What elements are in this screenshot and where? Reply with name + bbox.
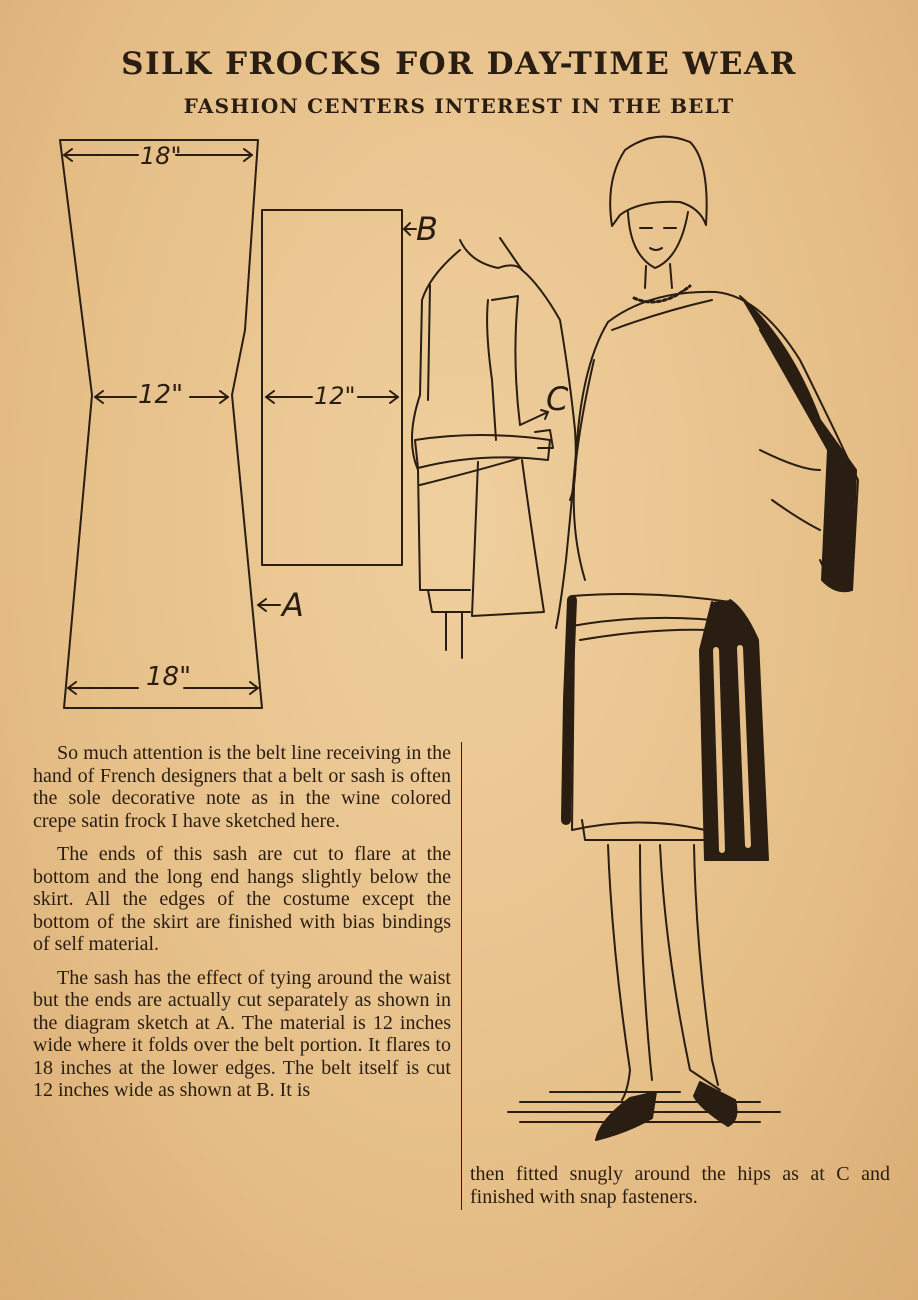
label-b: B bbox=[416, 210, 438, 248]
article-body bbox=[33, 742, 451, 1113]
article-paragraph-1: So much attention is the belt line receiving in the hand of French designers that a belt or sash is often the sole decorative note as in the wine colored crepe satin frock I have sketched here. bbox=[33, 742, 451, 832]
sash-bottom-width-label: 18" bbox=[146, 662, 192, 692]
dress-form-sketch bbox=[412, 238, 576, 658]
page-title: SILK FROCKS FOR DAY-TIME WEAR bbox=[121, 46, 797, 82]
page-subtitle: FASHION CENTERS INTEREST IN THE BELT bbox=[183, 94, 735, 118]
sash-top-width-label: 18" bbox=[140, 142, 182, 170]
label-c: C bbox=[546, 380, 569, 418]
article-continuation: then fitted snugly around the hips as at C and finished with snap fasteners. bbox=[470, 1163, 890, 1208]
label-a: A bbox=[282, 586, 304, 624]
sash-middle-width-label: 12" bbox=[138, 380, 184, 410]
fashion-figure-sketch bbox=[508, 137, 858, 1140]
belt-width-label: 12" bbox=[314, 382, 356, 410]
column-divider bbox=[461, 742, 462, 1210]
article-paragraph-2: The ends of this sash are cut to flare at the bottom and the long end hangs slightly below the skirt. All the edges of the costume except the bottom of the skirt are finished with bias bindings of self material. bbox=[33, 843, 451, 955]
sash-pattern-diagram bbox=[60, 140, 280, 708]
article-paragraph-3: The sash has the effect of tying around the waist but the ends are actually cut separately as shown in the diagram sketch at A. The material is 12 inches wide where it folds over the belt portion. It flares to 18 inches at the lower edges. The belt itself is cut 12 inches wide as shown at B. It is bbox=[33, 966, 451, 1101]
